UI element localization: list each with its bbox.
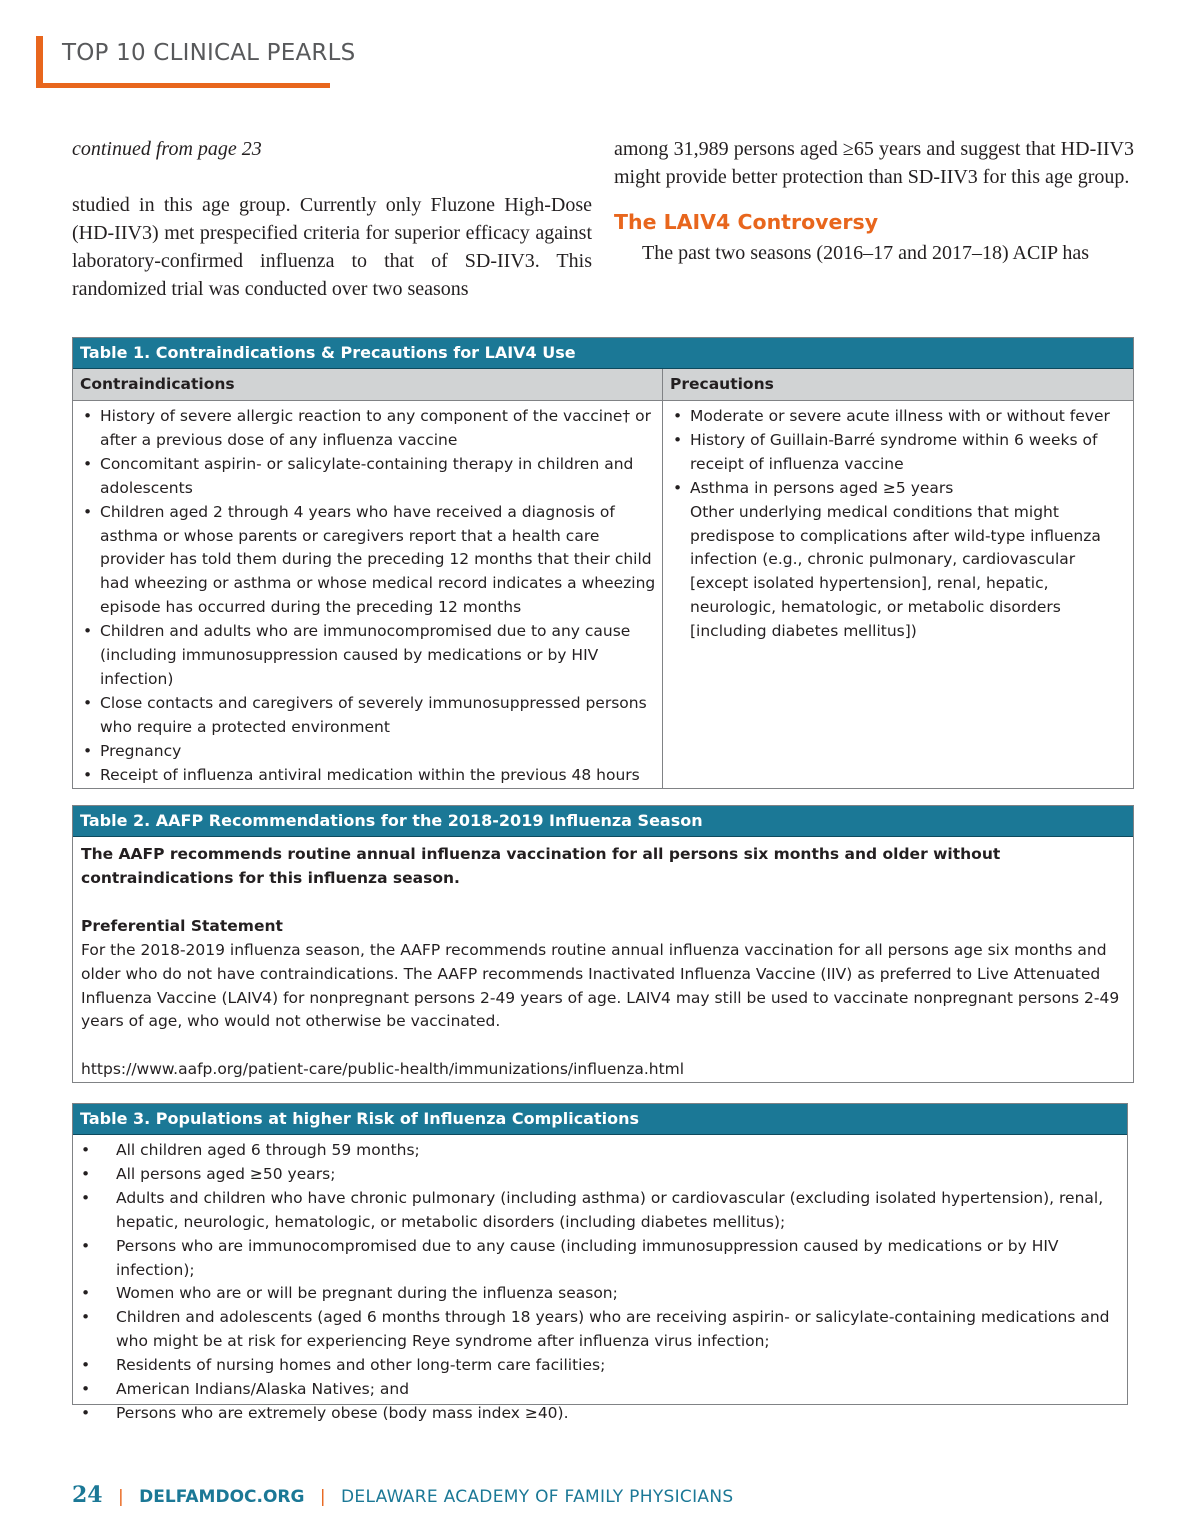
- footer-site-link[interactable]: DELFAMDOC.ORG: [139, 1487, 305, 1507]
- recommendation-lead: The AAFP recommends routine annual influenza vaccination for all persons six months and older without contraindications for this influenza season.: [81, 845, 1001, 887]
- precautions-cell: [663, 401, 1133, 789]
- left-paragraph: studied in this age group. Currently only Fluzone High-Dose (HD-IIV3) met prespecified criteria for superior efficacy against laboratory-confirmed influenza to that of SD-IIV3. This randomized trial was conducted over two seasons: [72, 194, 592, 300]
- list-item: • Persons who are extremely obese (body mass index ≥40).: [73, 1402, 1127, 1426]
- table-2-title: Table 2. AAFP Recommendations for the 2018-2019 Influenza Season: [73, 806, 1133, 837]
- source-url[interactable]: https://www.aafp.org/patient-care/public-health/immunizations/influenza.html: [81, 1060, 685, 1079]
- header-underline: [36, 83, 330, 88]
- section-heading: The LAIV4 Controversy: [614, 210, 879, 234]
- table-1-column-headers: [73, 369, 1133, 401]
- list-item: • Persons who are immunocompromised due to any cause (including immunosuppression caused by medications or by HIV infection);: [73, 1235, 1127, 1283]
- footer-organization: DELAWARE ACADEMY OF FAMILY PHYSICIANS: [341, 1487, 734, 1507]
- list-item: • History of Guillain-Barré syndrome within 6 weeks of receipt of influenza vaccine: [663, 429, 1133, 477]
- list-item: • History of severe allergic reaction to any component of the vaccine† or after a previous dose of any influenza vaccine: [73, 405, 662, 453]
- list-item: • Close contacts and caregivers of severely immunosuppressed persons who require a protected environment: [73, 692, 662, 740]
- list-item: • Women who are or will be pregnant during the influenza season;: [73, 1282, 1127, 1306]
- continued-note: continued from page 23: [72, 138, 262, 160]
- page-number: 24: [72, 1482, 103, 1508]
- preferential-statement-text: For the 2018-2019 influenza season, the AAFP recommends routine annual influenza vaccination for all persons age six months and older who do not have contraindications. The AAFP recommends Inactivated Influenza Vaccine (IIV) as preferred to Live Attenuated Influenza Vaccine (LAIV4) for nonpregnant persons 2-49 years of age. LAIV4 may still be used to vaccinate nonpregnant persons 2-49 years of age, who would not otherwise be vaccinated.: [81, 940, 1120, 1031]
- preferential-statement-heading: Preferential Statement: [81, 916, 283, 935]
- right-paragraph-2: The past two seasons (2016–17 and 2017–18) ACIP has: [642, 242, 1089, 264]
- table-3-title: Table 3. Populations at higher Risk of Influenza Complications: [73, 1104, 1127, 1135]
- page-header: [36, 36, 356, 88]
- list-item: • Pregnancy: [73, 740, 662, 764]
- risk-populations-list: [73, 1135, 1127, 1426]
- contraindications-cell: [73, 401, 663, 789]
- table-1: [72, 337, 1134, 789]
- header-accent-bar: [36, 36, 43, 88]
- contraindications-header: Contraindications: [73, 369, 663, 400]
- list-item: • Asthma in persons aged ≥5 years: [663, 477, 1133, 501]
- right-column: [614, 135, 1134, 267]
- table-2: [72, 805, 1134, 1083]
- precautions-list: [663, 401, 1133, 501]
- left-column: [72, 135, 592, 303]
- footer-separator: |: [118, 1487, 124, 1507]
- page-footer: [72, 1480, 733, 1512]
- list-item: • Receipt of influenza antiviral medication within the previous 48 hours: [73, 764, 662, 788]
- list-item: • Adults and children who have chronic pulmonary (including asthma) or cardiovascular (excluding isolated hypertension), renal, hepatic, neurologic, hematologic, or metabolic disorders (including diabetes mellitus);: [73, 1187, 1127, 1235]
- table-2-body: [73, 837, 1133, 1082]
- table-3: [72, 1103, 1128, 1422]
- footer-separator: |: [319, 1487, 326, 1507]
- precautions-header: Precautions: [670, 375, 774, 393]
- list-item: • Moderate or severe acute illness with or without fever: [663, 405, 1133, 429]
- precautions-note: Other underlying medical conditions that might predispose to complications after wild-type influenza infection (e.g., chronic pulmonary, cardiovascular [except isolated hypertension], renal, hepatic, neurologic, hematologic, or metabolic disorders [including diabetes mellitus]): [690, 502, 1101, 641]
- table-1-body: [73, 401, 1133, 789]
- table-1-title: Table 1. Contraindications & Precautions for LAIV4 Use: [73, 338, 1133, 369]
- contraindications-list: [73, 401, 662, 788]
- list-item: • All children aged 6 through 59 months;: [73, 1139, 1127, 1163]
- list-item: • All persons aged ≥50 years;: [73, 1163, 1127, 1187]
- list-item: • Children aged 2 through 4 years who have received a diagnosis of asthma or whose parents or caregivers report that a health care provider has told them during the preceding 12 months that their child had wheezing or asthma or whose medical record indicates a wheezing episode has occurred during the preceding 12 months: [73, 501, 662, 621]
- list-item: • Concomitant aspirin- or salicylate-containing therapy in children and adolescents: [73, 453, 662, 501]
- list-item: • Children and adolescents (aged 6 months through 18 years) who are receiving aspirin- or salicylate-containing medications and who might be at risk for experiencing Reye syndrome after influenza virus infection;: [73, 1306, 1127, 1354]
- right-paragraph: among 31,989 persons aged ≥65 years and suggest that HD-IIV3 might provide better protection than SD-IIV3 for this age group.: [614, 138, 1134, 188]
- list-item: • Children and adults who are immunocompromised due to any cause (including immunosuppression caused by medications or by HIV infection): [73, 620, 662, 692]
- section-title: TOP 10 CLINICAL PEARLS: [62, 40, 356, 66]
- list-item: • American Indians/Alaska Natives; and: [73, 1378, 1127, 1402]
- list-item: • Residents of nursing homes and other long-term care facilities;: [73, 1354, 1127, 1378]
